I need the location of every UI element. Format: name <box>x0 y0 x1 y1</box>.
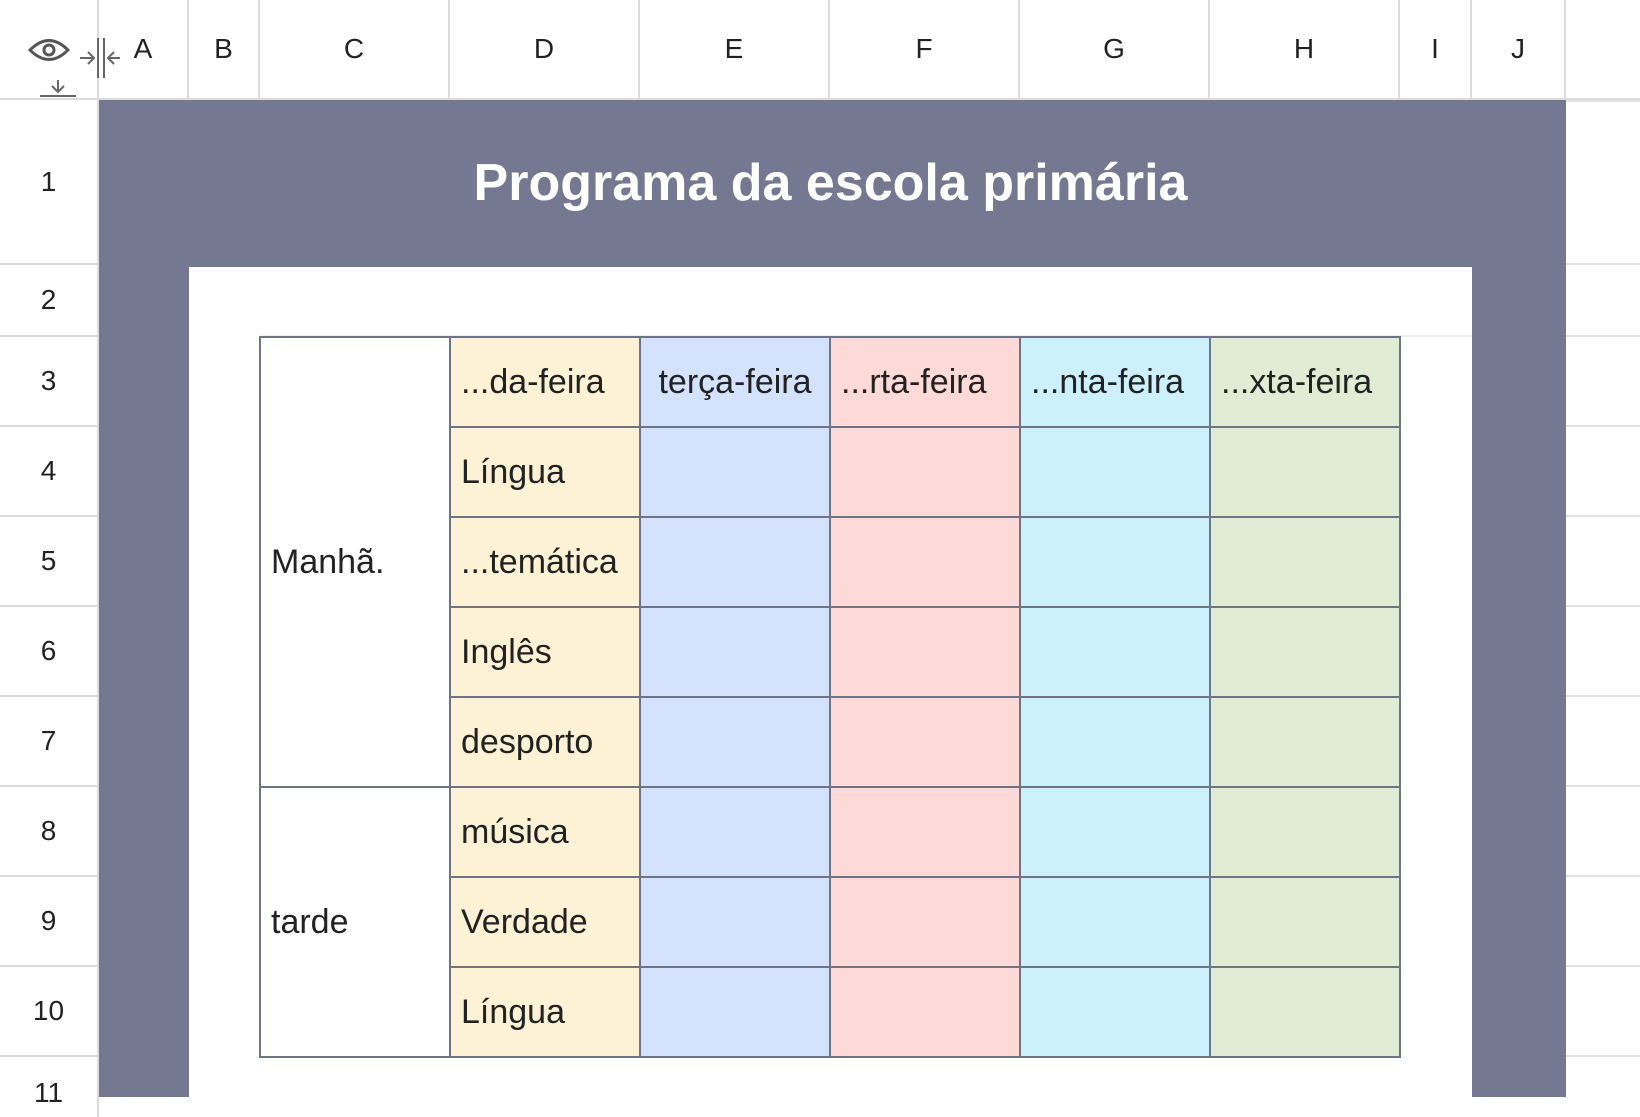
subject-cell[interactable] <box>449 696 641 788</box>
row-header-8[interactable] <box>0 787 99 877</box>
subject-cell[interactable] <box>449 606 641 698</box>
schedule-cell[interactable] <box>829 876 1021 968</box>
schedule-cell[interactable] <box>829 606 1021 698</box>
schedule-cell[interactable] <box>1209 426 1401 518</box>
subject-label: Língua <box>461 992 565 1031</box>
schedule-cell[interactable] <box>1209 696 1401 788</box>
column-header-j[interactable] <box>1472 0 1566 100</box>
row-header-label: 8 <box>40 815 57 846</box>
schedule-cell[interactable] <box>639 786 831 878</box>
column-header-f[interactable] <box>830 0 1020 100</box>
day-header-tuesday[interactable] <box>639 336 831 428</box>
column-header-h[interactable] <box>1210 0 1400 100</box>
row-header-4[interactable] <box>0 427 99 517</box>
row-header-6[interactable] <box>0 607 99 697</box>
day-header-monday[interactable] <box>449 336 641 428</box>
row-header-label: 11 <box>33 1077 64 1108</box>
schedule-cell[interactable] <box>829 696 1021 788</box>
period-label: tarde <box>271 902 349 941</box>
day-label: ...da-feira <box>461 362 605 401</box>
day-label: terça-feira <box>658 362 812 401</box>
row-header-11[interactable] <box>0 1057 99 1117</box>
subject-label: Inglês <box>461 632 552 671</box>
schedule-cell[interactable] <box>829 426 1021 518</box>
row-header-label: 10 <box>32 995 65 1026</box>
row-header-2[interactable] <box>0 265 99 337</box>
column-header-label: D <box>533 33 555 64</box>
column-header-empty <box>1566 0 1640 100</box>
page-title-text: Programa da escola primária <box>473 153 1188 212</box>
column-header-label: C <box>343 33 365 64</box>
column-header-label: A <box>133 33 153 64</box>
row-header-label: 7 <box>40 725 57 756</box>
schedule-cell[interactable] <box>1019 966 1211 1058</box>
row-header-label: 3 <box>40 365 57 396</box>
column-header-label: B <box>214 33 233 64</box>
column-header-b[interactable] <box>189 0 260 100</box>
day-header-friday[interactable] <box>1209 336 1401 428</box>
schedule-cell[interactable] <box>1019 606 1211 698</box>
subject-label: Língua <box>461 452 565 491</box>
subject-label: Verdade <box>461 902 588 941</box>
schedule-cell[interactable] <box>1209 786 1401 878</box>
row-header-label: 5 <box>40 545 57 576</box>
schedule-cell[interactable] <box>639 696 831 788</box>
subject-label: desporto <box>461 722 594 761</box>
schedule-cell[interactable] <box>1209 516 1401 608</box>
period-cell-morning[interactable] <box>259 336 451 788</box>
day-header-thursday[interactable] <box>1019 336 1211 428</box>
schedule-cell[interactable] <box>639 876 831 968</box>
column-header-label: H <box>1293 33 1315 64</box>
row-header-label: 4 <box>40 455 57 486</box>
period-label: Manhã. <box>271 542 385 581</box>
row-header-3[interactable] <box>0 337 99 427</box>
schedule-cell[interactable] <box>639 966 831 1058</box>
collapse-columns-icon[interactable] <box>78 36 122 80</box>
schedule-cell[interactable] <box>639 606 831 698</box>
day-label: ...xta-feira <box>1221 362 1373 401</box>
schedule-cell[interactable] <box>1019 426 1211 518</box>
page-title[interactable] <box>189 100 1472 265</box>
column-header-label: G <box>1103 33 1125 64</box>
row-header-9[interactable] <box>0 877 99 967</box>
schedule-cell[interactable] <box>1019 876 1211 968</box>
column-header-label: F <box>915 33 933 64</box>
schedule-cell[interactable] <box>1209 876 1401 968</box>
schedule-cell[interactable] <box>1209 606 1401 698</box>
column-header-g[interactable] <box>1020 0 1210 100</box>
row-header-label: 1 <box>40 165 57 197</box>
row-header-label: 9 <box>40 905 57 936</box>
subject-cell[interactable] <box>449 426 641 518</box>
eye-icon[interactable] <box>28 35 70 65</box>
row-header-1[interactable] <box>0 100 99 265</box>
schedule-cell[interactable] <box>829 786 1021 878</box>
schedule-cell[interactable] <box>639 426 831 518</box>
schedule-cell[interactable] <box>829 516 1021 608</box>
subject-label: ...temática <box>461 542 618 581</box>
schedule-cell[interactable] <box>1019 786 1211 878</box>
subject-cell[interactable] <box>449 876 641 968</box>
column-header-d[interactable] <box>450 0 640 100</box>
row-header-7[interactable] <box>0 697 99 787</box>
row-header-label: 2 <box>40 284 57 315</box>
day-label: ...nta-feira <box>1031 362 1185 401</box>
schedule-cell[interactable] <box>639 516 831 608</box>
column-header-label: E <box>724 33 744 64</box>
column-header-label: J <box>1511 33 1525 64</box>
schedule-cell[interactable] <box>1209 966 1401 1058</box>
day-label: ...rta-feira <box>841 362 987 401</box>
day-header-wednesday[interactable] <box>829 336 1021 428</box>
column-header-label: I <box>1431 33 1439 64</box>
period-cell-afternoon[interactable] <box>259 786 451 1058</box>
schedule-cell[interactable] <box>829 966 1021 1058</box>
column-header-e[interactable] <box>640 0 830 100</box>
subject-label: música <box>461 812 569 851</box>
row-header-label: 6 <box>40 635 57 666</box>
row-header-10[interactable] <box>0 967 99 1057</box>
subject-cell[interactable] <box>449 966 641 1058</box>
schedule-cell[interactable] <box>1019 696 1211 788</box>
subject-cell[interactable] <box>449 516 641 608</box>
schedule-cell[interactable] <box>1019 516 1211 608</box>
row-header-5[interactable] <box>0 517 99 607</box>
subject-cell[interactable] <box>449 786 641 878</box>
column-header-c[interactable] <box>260 0 450 100</box>
column-header-i[interactable] <box>1400 0 1472 100</box>
